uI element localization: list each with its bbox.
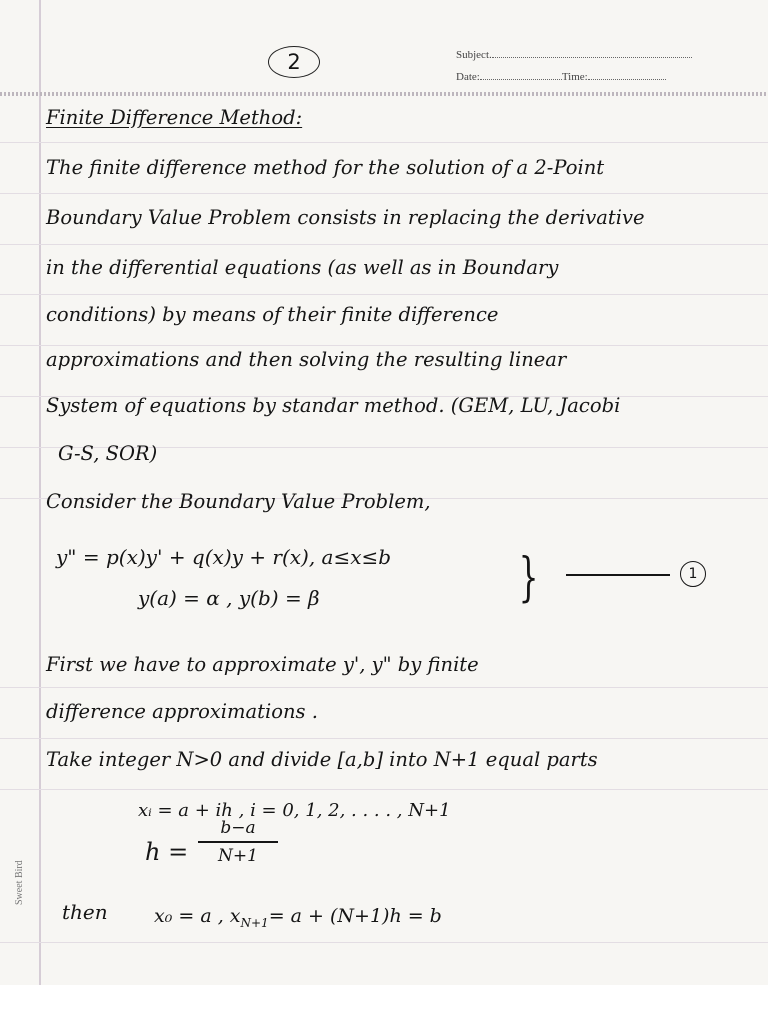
fraction-bar	[198, 841, 278, 843]
text-line: Take integer N>0 and divide [a,b] into N+1 equal parts	[46, 748, 598, 771]
endpoint-equation-part1: x₀ = a , x	[154, 905, 241, 927]
step-size-fraction	[198, 818, 278, 866]
equation-leader-line	[566, 574, 670, 576]
ode-equation: y" = p(x)y' + q(x)y + r(x), a≤x≤b	[56, 545, 392, 569]
endpoint-equation-part2: = a + (N+1)h = b	[268, 905, 442, 927]
text-line: Consider the Boundary Value Problem,	[46, 490, 431, 513]
date-time-field	[456, 70, 666, 83]
endpoint-subscript: N+1	[240, 915, 269, 930]
page-number	[268, 46, 320, 78]
page-title: Finite Difference Method:	[46, 106, 303, 129]
boundary-conditions: y(a) = α , y(b) = β	[138, 586, 320, 610]
text-line: in the differential equations (as well as in Boundary	[46, 256, 559, 279]
then-label: then	[62, 900, 108, 924]
fraction-numerator: b−a	[220, 818, 256, 838]
ruled-line	[0, 942, 768, 943]
header-rule	[0, 92, 768, 96]
equation-number-text: 1	[688, 566, 698, 582]
ruled-line	[0, 244, 768, 245]
text-line: conditions) by means of their finite difference	[46, 303, 499, 326]
grid-points-equation: xᵢ = a + ih , i = 0, 1, 2, . . . . , N+1	[138, 800, 451, 821]
subject-label: Subject.	[456, 49, 492, 61]
text-line: approximations and then solving the resulting linear	[46, 348, 567, 371]
brace-symbol: }	[518, 548, 539, 608]
brand-mark	[14, 860, 25, 905]
ruled-line	[0, 294, 768, 295]
time-label: Time:	[561, 71, 588, 83]
date-label: Date:	[456, 71, 480, 83]
ruled-line	[0, 738, 768, 739]
endpoint-equation	[154, 905, 442, 930]
text-line: System of equations by standar method. (GEM, LU, Jacobi	[46, 394, 621, 417]
ruled-line	[0, 345, 768, 346]
brand-text: Sweet Bird	[14, 860, 25, 905]
subject-field	[456, 48, 692, 61]
step-size-lhs: h =	[145, 838, 189, 866]
fraction-denominator: N+1	[218, 845, 258, 866]
text-line: G-S, SOR)	[58, 442, 158, 465]
text-line: Boundary Value Problem consists in replacing the derivative	[46, 206, 645, 229]
page-bottom	[0, 985, 768, 1024]
text-line: First we have to approximate y', y" by finite	[46, 653, 479, 676]
equation-number	[680, 561, 706, 587]
ruled-line	[0, 193, 768, 194]
ruled-line	[0, 789, 768, 790]
margin-line	[39, 0, 41, 1000]
text-line: difference approximations .	[46, 700, 318, 723]
ruled-line	[0, 142, 768, 143]
page-number-text: 2	[287, 50, 301, 74]
ruled-line	[0, 687, 768, 688]
text-line: The finite difference method for the solution of a 2-Point	[46, 156, 605, 179]
